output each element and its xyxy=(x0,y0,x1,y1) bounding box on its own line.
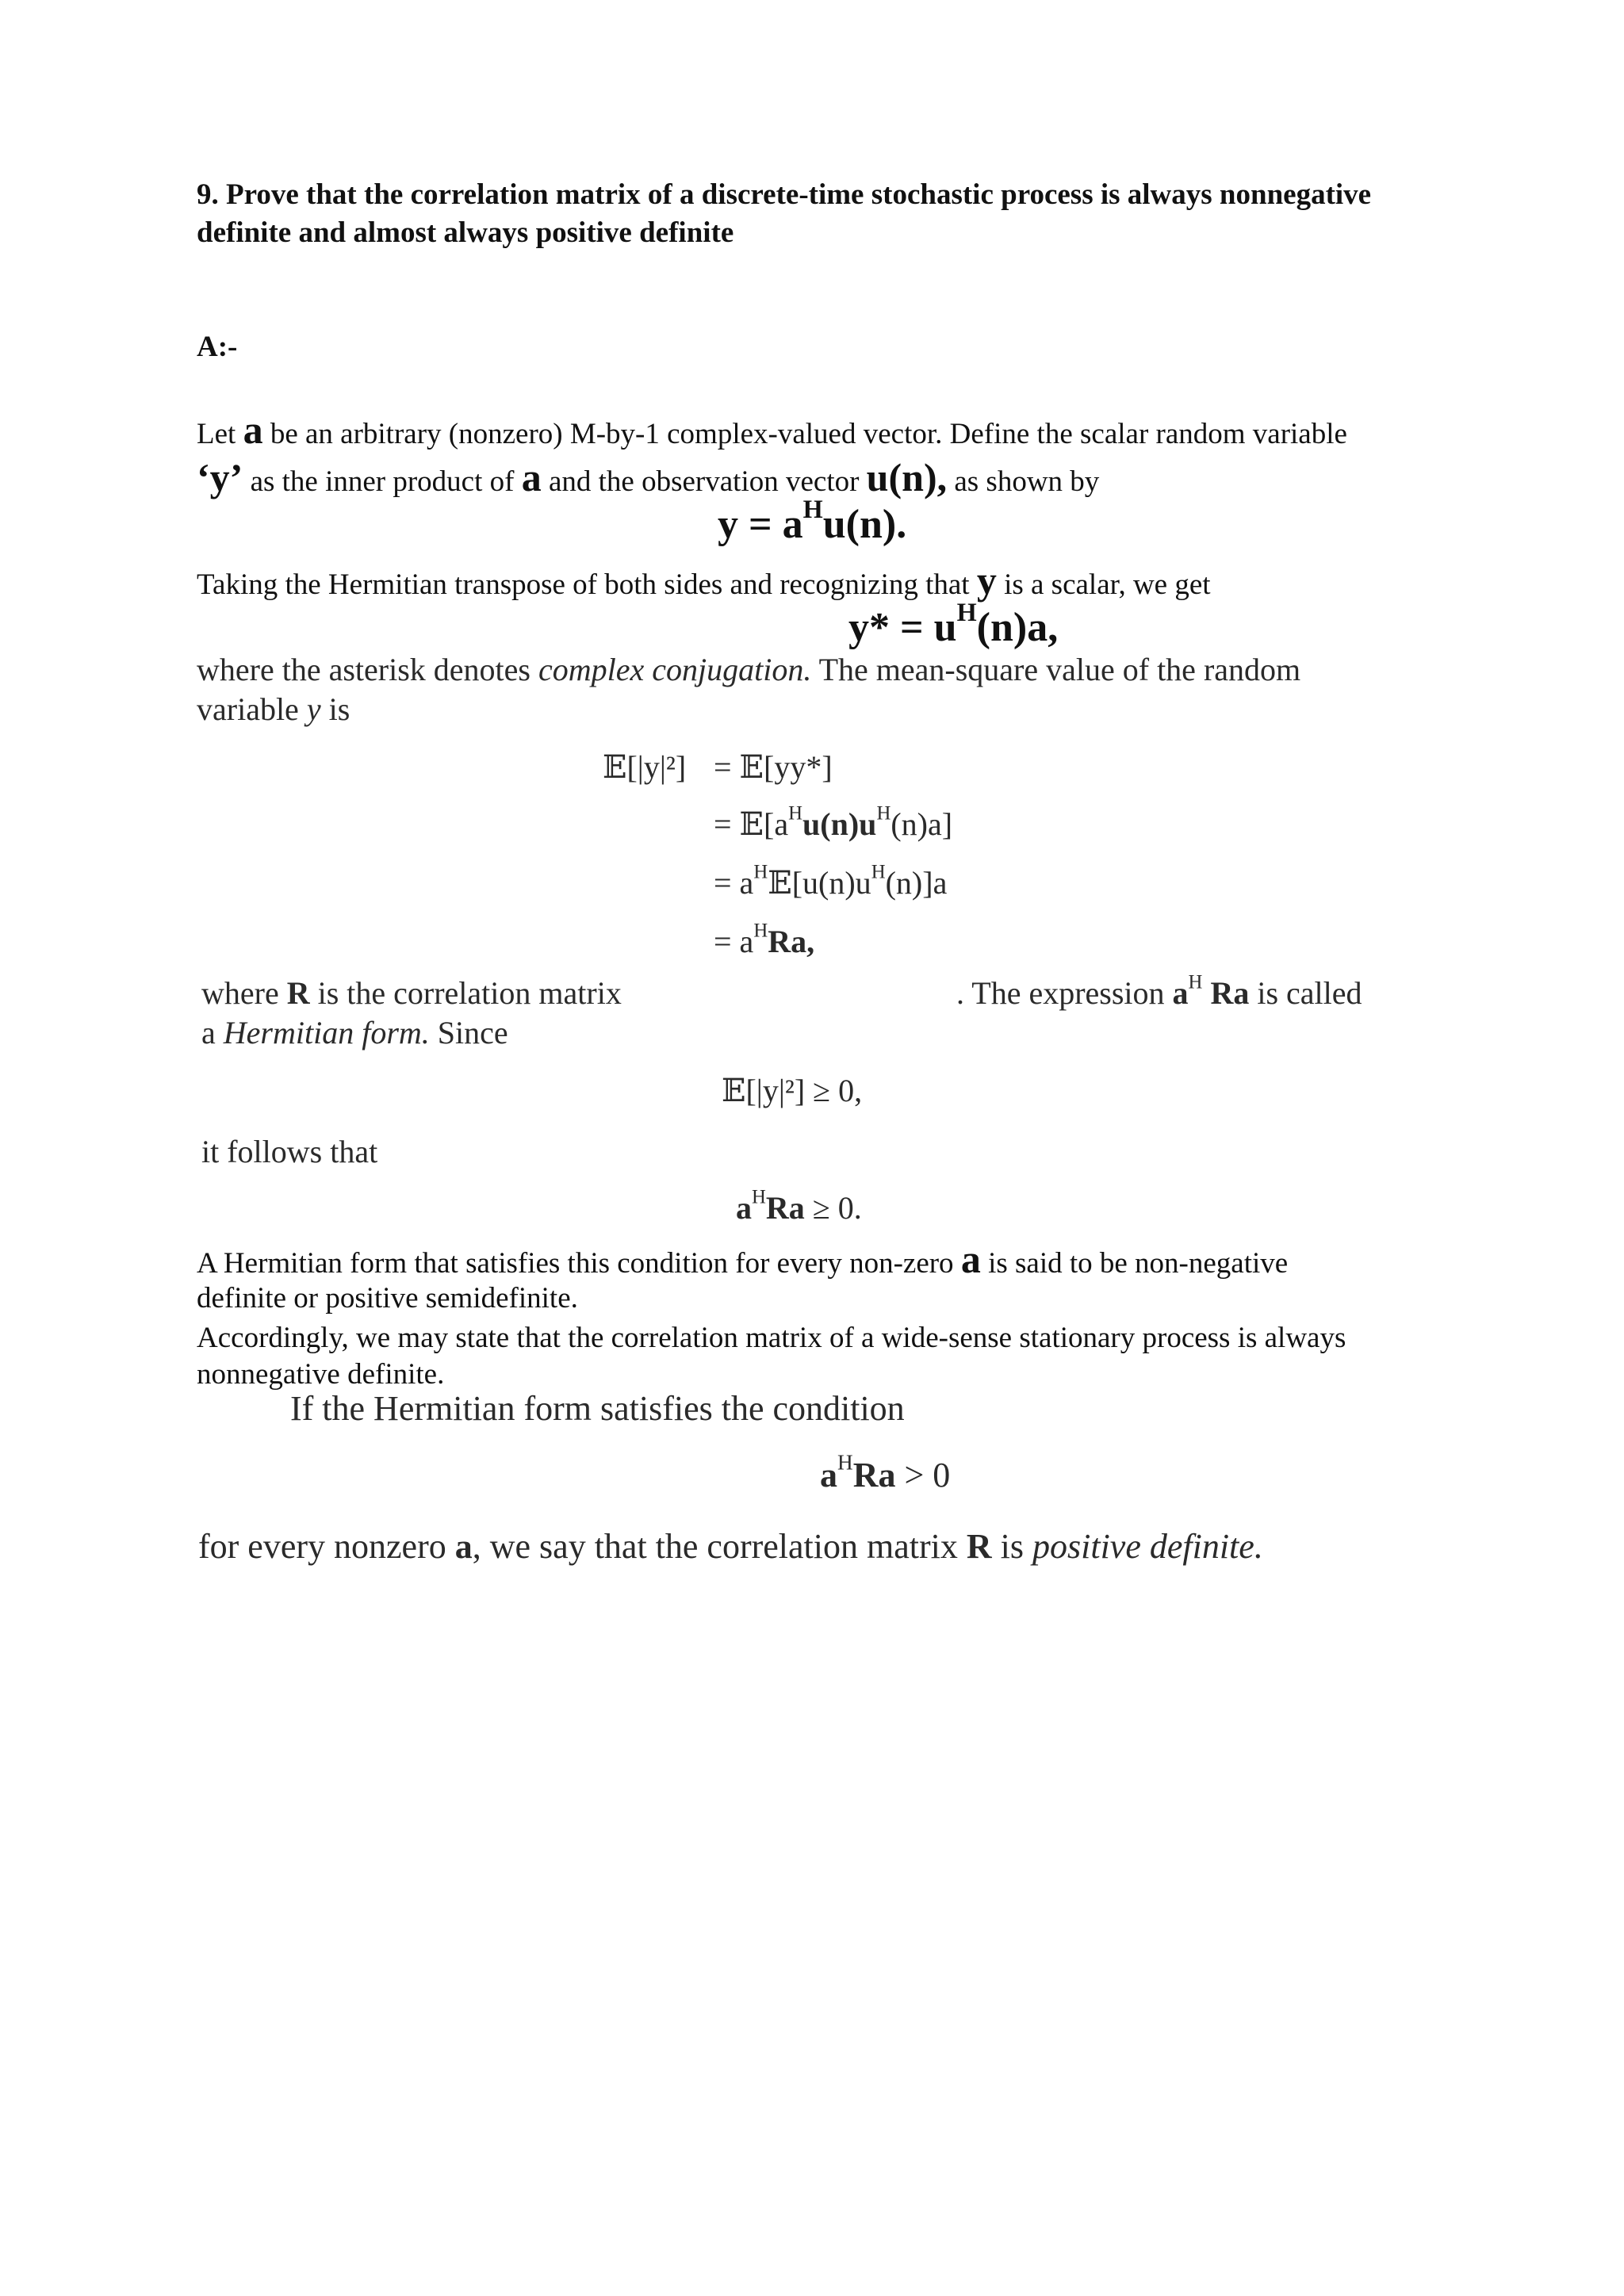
para5-line-4: nonnegative definite. xyxy=(197,1358,445,1391)
para5-line-3: Accordingly, we may state that the correlation matrix of a wide-sense stationary process is always xyxy=(197,1322,1346,1354)
para2: Taking the Hermitian transpose of both sides and recognizing that y is a scalar, we get xyxy=(197,558,1211,603)
scalar-y-quoted: ‘y’ xyxy=(197,455,243,499)
para5-line-2: definite or positive semidefinite. xyxy=(197,1282,578,1314)
inequality-hermitian-form: $a^HRa \ge 0$. xyxy=(736,1186,862,1226)
para6: If the Hermitian form satisfies the condition xyxy=(290,1389,905,1428)
vector-a: a xyxy=(521,455,542,499)
equation-conjugate: $y* = u^H(n)a$, xyxy=(848,597,1059,650)
answer-label: A:- xyxy=(197,331,238,363)
derivation-row-3: = $a^H𝔼[u(n)u^H(n)]a$ xyxy=(714,861,948,901)
para1-line-1: Let a be an arbitrary (nonzero) M-by-1 complex-valued vector. Define the scalar random variable xyxy=(197,408,1347,452)
redacted-region xyxy=(684,974,953,1013)
inequality-mean-square: 𝔼[|y|²] ≥ 0, xyxy=(722,1073,863,1108)
derivation-row-2: = $𝔼[a^Hu(n)u^H(n)a]$ xyxy=(714,802,953,842)
para3-line-1: where the asterisk denotes complex conjugation. The mean-square value of the random xyxy=(197,652,1301,687)
derivation-row-1-rhs: = 𝔼[yy*] xyxy=(714,749,833,785)
para7: for every nonzero a, we say that the correlation matrix R is positive definite. xyxy=(198,1527,1263,1566)
question-line-1: 9. Prove that the correlation matrix of a discrete-time stochastic process is always nonnegative xyxy=(197,178,1372,211)
para5-line-1: A Hermitian form that satisfies this condition for every non-zero a is said to be non-negative xyxy=(197,1237,1289,1281)
para1-line-2: ‘y’ as the inner product of a and the observation vector u(n), as shown by xyxy=(197,455,1100,499)
para4-line-1-right: . The expression $a^H$ Ra is called xyxy=(956,971,1362,1011)
vector-a: a xyxy=(243,408,263,452)
inequality-positive-definite: $a^HRa > 0$ xyxy=(820,1450,951,1494)
equation-inner-product: $y = a^Hu(n)$. xyxy=(718,494,907,547)
scalar-y: y xyxy=(976,558,997,603)
para3-line-2: variable y is xyxy=(197,691,350,727)
observation-vector: u(n), xyxy=(866,455,948,499)
follows-text: it follows that xyxy=(201,1134,378,1169)
derivation-row-4: = $a^HRa$, xyxy=(714,920,815,959)
para4-line-2: a Hermitian form. Since xyxy=(201,1015,508,1050)
para4-line-1-left: where R is the correlation matrix xyxy=(201,975,622,1011)
derivation-row-1-lhs: 𝔼[|y|²] xyxy=(603,749,687,785)
question-line-2: definite and almost always positive definite xyxy=(197,216,734,249)
